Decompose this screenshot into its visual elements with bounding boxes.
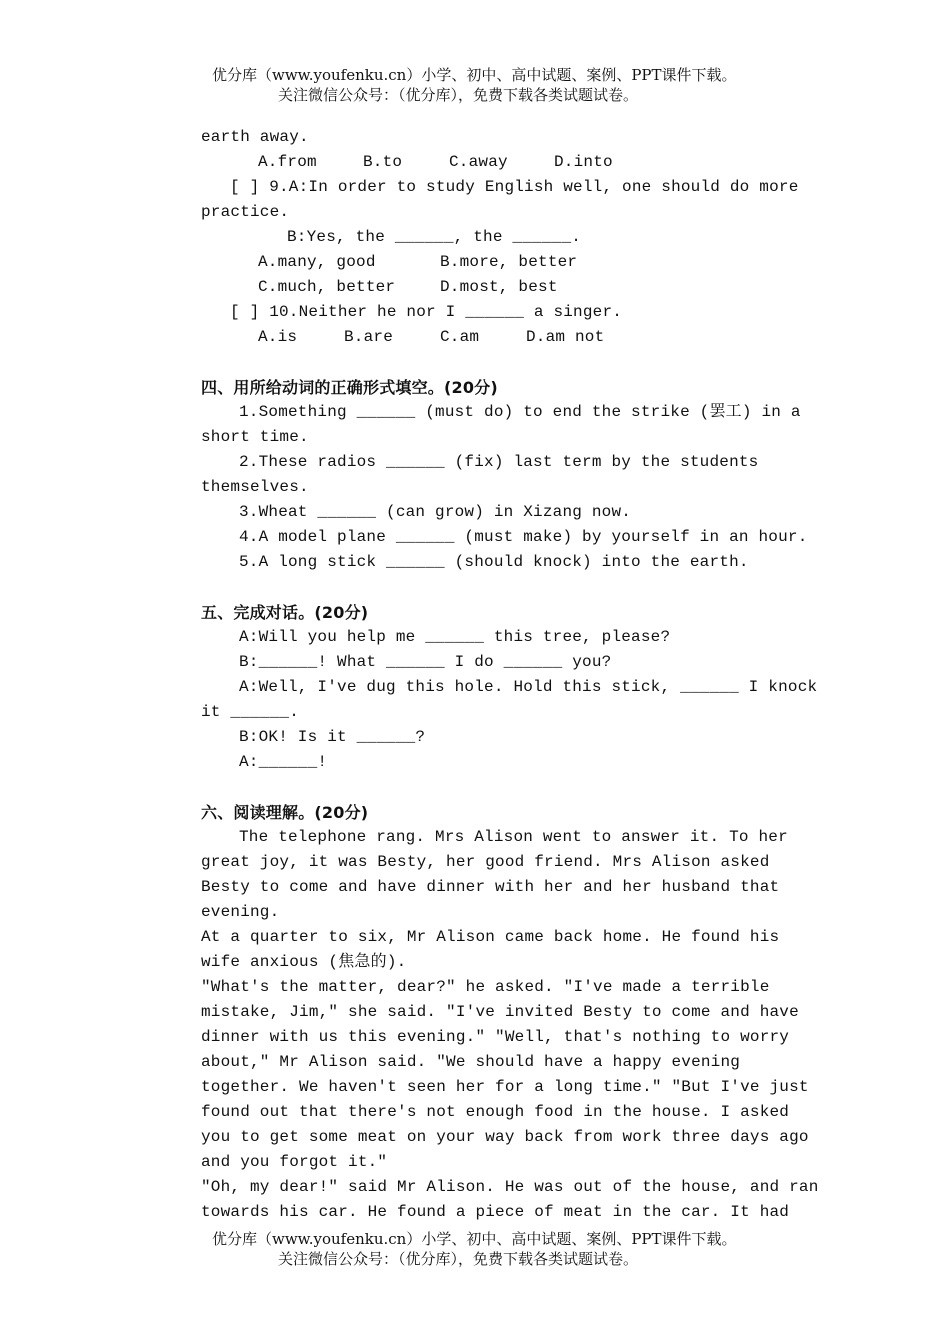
- q8-options: [201, 150, 811, 175]
- dialog-line-4: B:OK! Is it ______?: [239, 728, 426, 746]
- q9-option-a: A.many, good: [258, 253, 376, 271]
- part4-item-3: 3.Wheat ______ (can grow) in Xizang now.: [239, 503, 632, 521]
- q10-options: [201, 325, 811, 350]
- reading-line-6: wife anxious (焦急的).: [201, 953, 407, 971]
- q9-line-3: B:Yes, the ______, the ______.: [287, 228, 582, 246]
- q10-option-d: D.am not: [526, 328, 605, 346]
- q10-line: [ ] 10.Neither he nor I ______ a singer.: [230, 303, 623, 321]
- footer-line-2: 关注微信公众号：（优分库），免费下载各类试题试卷。: [278, 1250, 639, 1268]
- reading-line-9: dinner with us this evening." "Well, that's nothing to worry: [201, 1028, 790, 1046]
- header-line-1: 优分库（www.youfenku.cn）小学、初中、高中试题、案例、PPT课件下载。: [212, 66, 737, 84]
- reading-line-10: about," Mr Alison said. "We should have a happy evening: [201, 1053, 741, 1071]
- reading-line-16: towards his car. He found a piece of meat in the car. It had: [201, 1203, 790, 1221]
- reading-line-13: you to get some meat on your way back from work three days ago: [201, 1128, 809, 1146]
- part4-item-4: 4.A model plane ______ (must make) by yourself in an hour.: [239, 528, 808, 546]
- q8-option-a: A.from: [258, 153, 317, 171]
- reading-line-3: Besty to come and have dinner with her and her husband that: [201, 878, 780, 896]
- q10-option-a: A.is: [258, 328, 298, 346]
- q8-option-b: B.to: [363, 153, 403, 171]
- dialog-line-1: A:Will you help me ______ this tree, please?: [239, 628, 671, 646]
- header-line-2: 关注微信公众号：（优分库），免费下载各类试题试卷。: [278, 86, 639, 104]
- dialog-line-2: B:______! What ______ I do ______ you?: [239, 653, 612, 671]
- q8-tail: earth away.: [201, 128, 309, 146]
- dialog-line-3-cont: it ______.: [201, 703, 300, 721]
- q9-option-c: C.much, better: [258, 278, 396, 296]
- reading-line-1: The telephone rang. Mrs Alison went to answer it. To her: [239, 828, 788, 846]
- reading-line-14: and you forgot it.": [201, 1153, 388, 1171]
- part4-item-1: 1.Something ______ (must do) to end the strike (罢工) in a: [239, 403, 801, 421]
- q8-option-c: C.away: [449, 153, 508, 171]
- dialog-line-3: A:Well, I've dug this hole. Hold this stick, ______ I knock: [239, 678, 818, 696]
- reading-line-15: "Oh, my dear!" said Mr Alison. He was out of the house, and ran: [201, 1178, 819, 1196]
- document-body: [201, 125, 819, 1225]
- q10-option-c: C.am: [440, 328, 480, 346]
- reading-line-12: found out that there's not enough food in the house. I asked: [201, 1103, 790, 1121]
- reading-line-7: "What's the matter, dear?" he asked. "I've made a terrible: [201, 978, 770, 996]
- footer-line-1: 优分库（www.youfenku.cn）小学、初中、高中试题、案例、PPT课件下载。: [212, 1230, 737, 1248]
- q8-option-d: D.into: [554, 153, 613, 171]
- part4-item-2-cont: themselves.: [201, 478, 309, 496]
- section-4-title: 四、用所给动词的正确形式填空。(20分): [201, 378, 498, 397]
- section-5-title: 五、完成对话。(20分): [201, 603, 369, 622]
- reading-line-5: At a quarter to six, Mr Alison came back home. He found his: [201, 928, 780, 946]
- q9-options-row-1: [201, 250, 811, 275]
- reading-line-11: together. We haven't seen her for a long time." "But I've just: [201, 1078, 809, 1096]
- part4-item-2: 2.These radios ______ (fix) last term by the students: [239, 453, 759, 471]
- part4-item-1-cont: short time.: [201, 428, 309, 446]
- part4-item-5: 5.A long stick ______ (should knock) into the earth.: [239, 553, 749, 571]
- section-6-title: 六、阅读理解。(20分): [201, 803, 369, 822]
- q9-line-1: [ ] 9.A:In order to study English well, one should do more: [230, 178, 799, 196]
- q10-option-b: B.are: [344, 328, 394, 346]
- dialog-line-5: A:______!: [239, 753, 328, 771]
- reading-line-2: great joy, it was Besty, her good friend. Mrs Alison asked: [201, 853, 770, 871]
- reading-line-4: evening.: [201, 903, 280, 921]
- q9-line-2: practice.: [201, 203, 290, 221]
- reading-line-8: mistake, Jim," she said. "I've invited Besty to come and have: [201, 1003, 799, 1021]
- q9-option-d: D.most, best: [440, 278, 558, 296]
- q9-option-b: B.more, better: [440, 253, 578, 271]
- q9-options-row-2: [201, 275, 811, 300]
